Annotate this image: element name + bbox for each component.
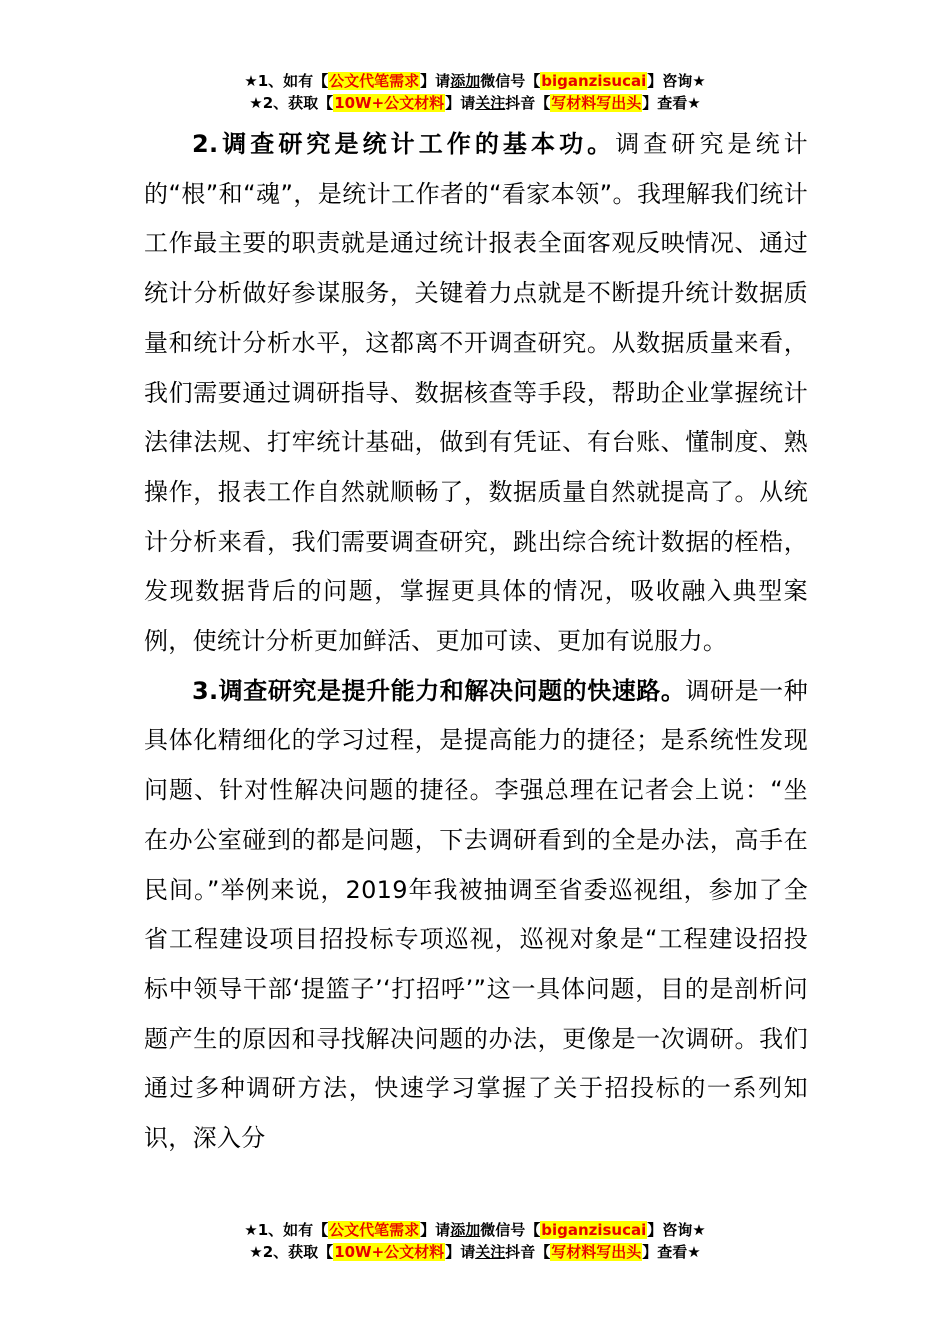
header-banner (0, 70, 950, 114)
document-body (144, 120, 808, 1164)
banner-text: 抖音【 (505, 1243, 551, 1261)
paragraph-heading: 2.调查研究是统计工作的基本功。 (192, 130, 616, 158)
highlight-douyin-id: 写材料写出头 (551, 1243, 642, 1261)
paragraph-3 (144, 667, 808, 1164)
banner-text: 】请 (445, 94, 476, 112)
banner-underlined-text: 添加 (450, 1221, 481, 1239)
banner-line-2 (0, 1241, 950, 1263)
banner-underlined-text: 添加 (450, 72, 481, 90)
banner-text: ★1、如有【 (244, 1221, 329, 1239)
paragraph-heading: 3.调查研究是提升能力和解决问题的快速路。 (192, 676, 686, 705)
banner-text: 】查看★ (642, 94, 701, 112)
banner-text: ★2、获取【 (249, 1243, 334, 1261)
highlight-wechat-id: biganzisucai (541, 1221, 647, 1239)
banner-text: 抖音【 (505, 94, 551, 112)
banner-text: 微信号【 (480, 1221, 541, 1239)
footer-banner (0, 1219, 950, 1263)
banner-text: 】请 (445, 1243, 476, 1261)
banner-line-1 (0, 1219, 950, 1241)
highlight-douyin-id: 写材料写出头 (551, 94, 642, 112)
banner-text: 】咨询★ (647, 72, 706, 90)
highlight-service: 公文代笔需求 (329, 72, 420, 90)
banner-line-1 (0, 70, 950, 92)
highlight-materials: 10W+公文材料 (334, 1243, 445, 1261)
highlight-service: 公文代笔需求 (329, 1221, 420, 1239)
paragraph-text: 调研是一种具体化精细化的学习过程，是提高能力的捷径；是系统性发现问题、针对性解决问题的捷径。李强总理在记者会上说：“坐在办公室碰到的都是问题，下去调研看到的全是办法，高手在民间。”举例来说，2019年我被抽调至省委巡视组，参加了全省工程建设项目招投标专项巡视，巡视对象是“工程建设招投标中领导干部‘提篮子’‘打招呼’”这一具体问题，目的是剖析问题产生的原因和寻找解决问题的办法，更像是一次调研。我们通过多种调研方法，快速学习掌握了关于招投标的一系列知识，深入分 (144, 676, 808, 1153)
banner-text: 】请 (420, 1221, 451, 1239)
banner-underlined-text: 关注 (475, 94, 506, 112)
banner-text: ★2、获取【 (249, 94, 334, 112)
banner-text: 】咨询★ (647, 1221, 706, 1239)
highlight-materials: 10W+公文材料 (334, 94, 445, 112)
banner-underlined-text: 关注 (475, 1243, 506, 1261)
highlight-wechat-id: biganzisucai (541, 72, 647, 90)
banner-text: 】请 (420, 72, 451, 90)
banner-text: 微信号【 (480, 72, 541, 90)
banner-text: 】查看★ (642, 1243, 701, 1261)
banner-text: ★1、如有【 (244, 72, 329, 90)
banner-line-2 (0, 92, 950, 114)
paragraph-2 (144, 120, 808, 667)
paragraph-text: 调查研究是统计的“根”和“魂”，是统计工作者的“看家本领”。我理解我们统计工作最主要的职责就是通过统计报表全面客观反映情况、通过统计分析做好参谋服务，关键着力点就是不断提升统计数据质量和统计分析水平，这都离不开调查研究。从数据质量来看，我们需要通过调研指导、数据核查等手段，帮助企业掌握统计法律法规、打牢统计基础，做到有凭证、有台账、懂制度、熟操作，报表工作自然就顺畅了，数据质量自然就提高了。从统计分析来看，我们需要调查研究，跳出综合统计数据的桎梏，发现数据背后的问题，掌握更具体的情况，吸收融入典型案例，使统计分析更加鲜活、更加可读、更加有说服力。 (144, 130, 808, 656)
